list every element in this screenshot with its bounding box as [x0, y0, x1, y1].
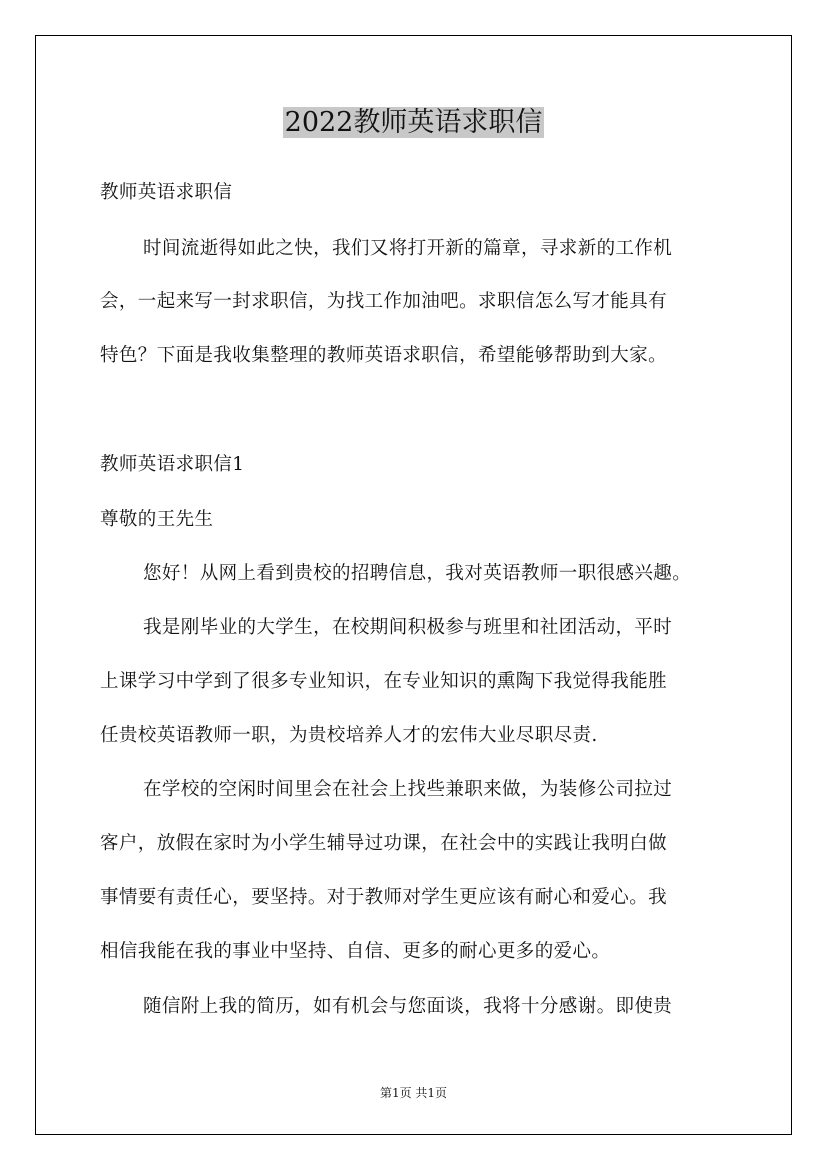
- section-heading: 教师英语求职信1: [100, 454, 245, 475]
- body-line-1: 您好！从网上看到贵校的招聘信息，我对英语教师一职很感兴趣。: [143, 563, 692, 584]
- body-line-3: 上课学习中学到了很多专业知识，在专业知识的熏陶下我觉得我能胜: [100, 671, 668, 692]
- document-title-text: 2022教师英语求职信: [284, 107, 543, 138]
- salutation: 尊敬的王先生: [100, 509, 214, 530]
- body-line-2: 我是刚毕业的大学生，在校期间积极参与班里和社团活动，平时: [143, 617, 673, 638]
- body-line-8: 相信我能在我的事业中坚持、自信、更多的耐心更多的爱心。: [100, 941, 611, 962]
- page-footer: 第1页 共1页: [379, 1086, 448, 1100]
- body-line-5: 在学校的空闲时间里会在社会上找些兼职来做，为装修公司拉过: [143, 779, 673, 800]
- intro-line-2: 会，一起来写一封求职信，为找工作加油吧。求职信怎么写才能具有: [100, 291, 668, 312]
- document-title: [0, 104, 827, 142]
- body-line-9: 随信附上我的简历，如有机会与您面谈，我将十分感谢。即使贵: [143, 996, 673, 1017]
- intro-line-1: 时间流逝得如此之快，我们又将打开新的篇章，寻求新的工作机: [143, 238, 673, 259]
- body-line-6: 客户，放假在家时为小学生辅导过功课，在社会中的实践让我明白做: [100, 833, 668, 854]
- body-line-4: 任贵校英语教师一职，为贵校培养人才的宏伟大业尽职尽责.: [100, 725, 598, 746]
- body-line-7: 事情要有责任心，要坚持。对于教师对学生更应该有耐心和爱心。我: [100, 887, 668, 908]
- document-subtitle: 教师英语求职信: [100, 182, 233, 203]
- intro-line-3: 特色？下面是我收集整理的教师英语求职信，希望能够帮助到大家。: [100, 345, 668, 366]
